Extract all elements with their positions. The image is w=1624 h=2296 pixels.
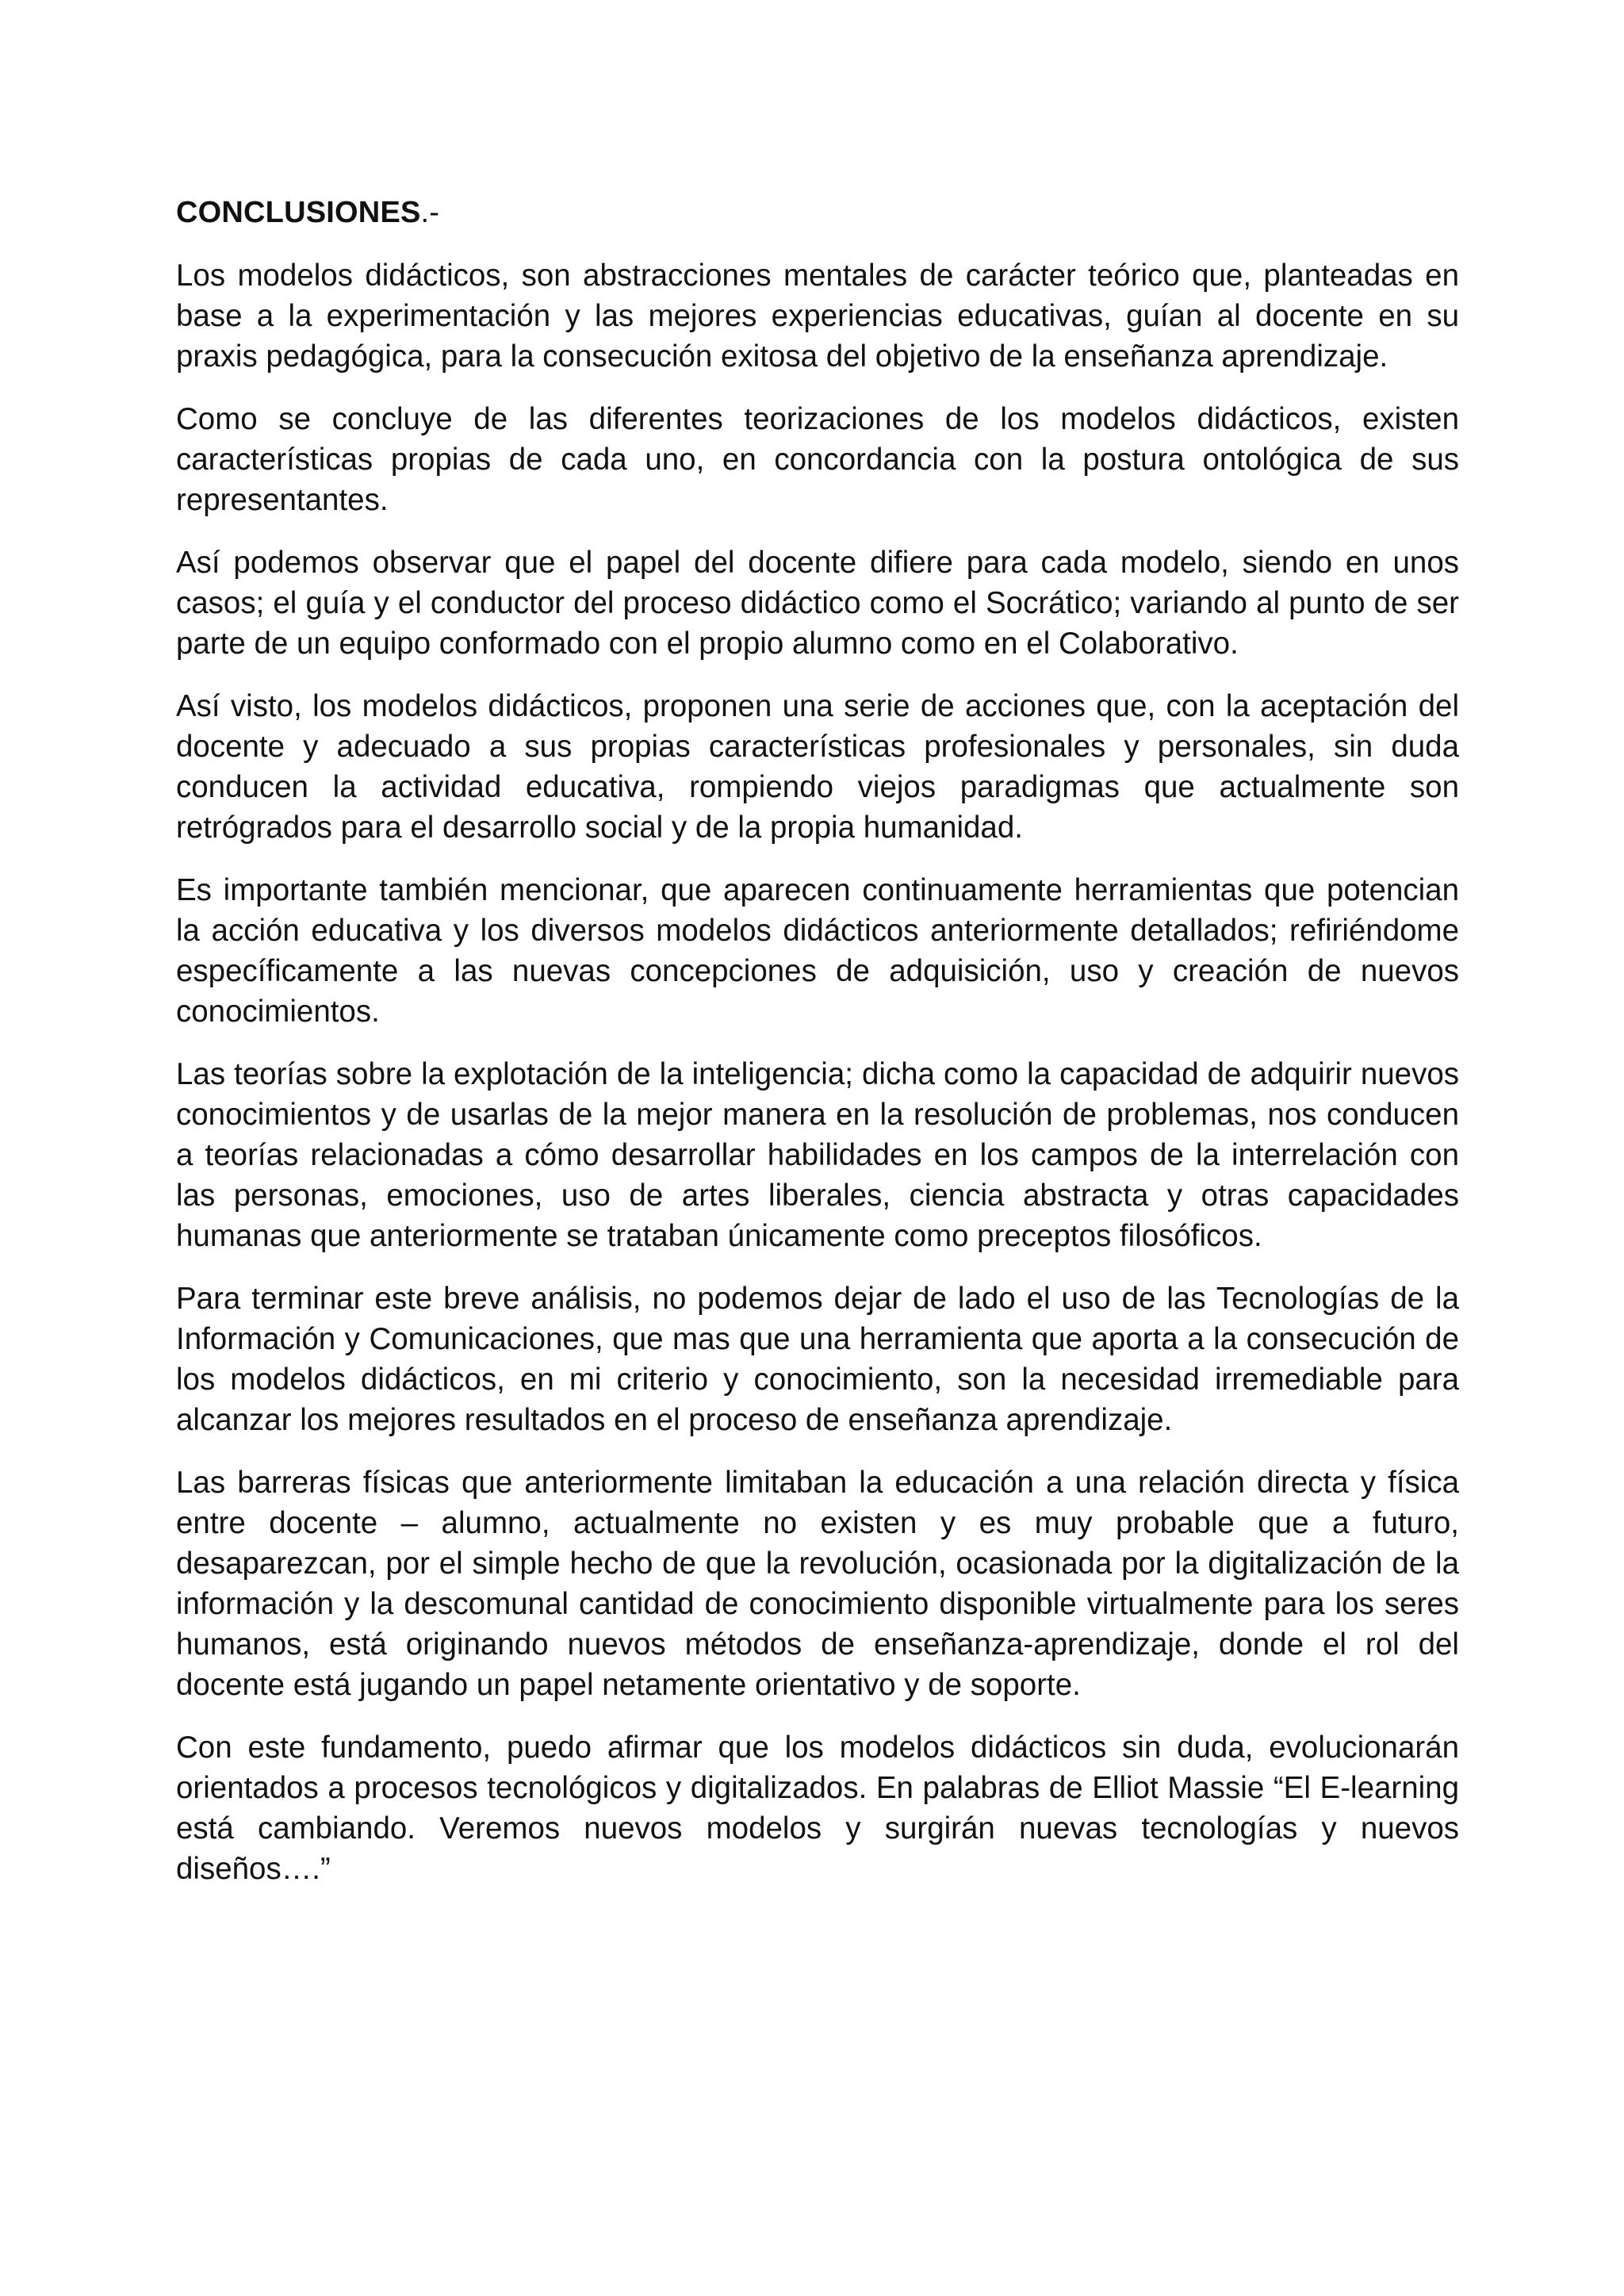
section-heading-suffix: .- [420, 196, 440, 229]
paragraph-4: Así visto, los modelos didácticos, proponen una serie de acciones que, con la aceptación del docente y adecuado a sus propias características profesionales y personales, sin duda conducen la actividad educativa, rompiendo viejos paradigmas que actualmente son retrógrados para el desarrollo social y de la propia humanidad. [176, 689, 1459, 845]
paragraph-1: Los modelos didácticos, son abstracciones mentales de carácter teórico que, planteadas en base a la experimentación y las mejores experiencias educativas, guían al docente en su praxis pedagógica, para la consecución exitosa del objetivo de la enseñanza aprendizaje. [176, 259, 1459, 374]
paragraph-3: Así podemos observar que el papel del docente difiere para cada modelo, siendo en unos casos; el guía y el conductor del proceso didáctico como el Socrático; variando al punto de ser parte de un equipo conformado con el propio alumno como en el Colaborativo. [176, 546, 1459, 661]
paragraph-7: Para terminar este breve análisis, no podemos dejar de lado el uso de las Tecnologías de la Información y Comunicaciones, que mas que una herramienta que aporta a la consecución de los modelos didácticos, en mi criterio y conocimiento, son la necesidad irremediable para alcanzar los mejores resultados en el proceso de enseñanza aprendizaje. [176, 1282, 1459, 1437]
paragraph-6: Las teorías sobre la explotación de la inteligencia; dicha como la capacidad de adquirir nuevos conocimientos y de usarlas de la mejor manera en la resolución de problemas, nos conducen a teorías relacionadas a cómo desarrollar habilidades en los campos de la interrelación con las personas, emociones, uso de artes liberales, ciencia abstracta y otras capacidades humanas que anteriormente se trataban únicamente como preceptos filosóficos. [176, 1057, 1459, 1253]
section-heading-title: CONCLUSIONES [176, 196, 421, 229]
paragraph-9: Con este fundamento, puedo afirmar que los modelos didácticos sin duda, evolucionarán orientados a procesos tecnológicos y digitalizados. En palabras de Elliot Massie “El E-learning está cambiando. Veremos nuevos modelos y surgirán nuevas tecnologías y nuevos diseños….” [176, 1731, 1459, 1886]
paragraph-5: Es importante también mencionar, que aparecen continuamente herramientas que potencian la acción educativa y los diversos modelos didácticos anteriormente detallados; refiriéndome específicamente a las nuevas concepciones de adquisición, uso y creación de nuevos conocimientos. [176, 873, 1459, 1029]
document-page [176, 189, 1459, 1889]
paragraph-8: Las barreras físicas que anteriormente limitaban la educación a una relación directa y física entre docente – alumno, actualmente no existen y es muy probable que a futuro, desaparezcan, por el simple hecho de que la revolución, ocasionada por la digitalización de la información y la descomunal cantidad de conocimiento disponible virtualmente para los seres humanos, está originando nuevos métodos de enseñanza-aprendizaje, donde el rol del docente está jugando un papel netamente orientativo y de soporte. [176, 1466, 1459, 1702]
section-heading [176, 189, 1459, 236]
paragraph-2: Como se concluye de las diferentes teorizaciones de los modelos didácticos, existen características propias de cada uno, en concordancia con la postura ontológica de sus representantes. [176, 402, 1459, 517]
